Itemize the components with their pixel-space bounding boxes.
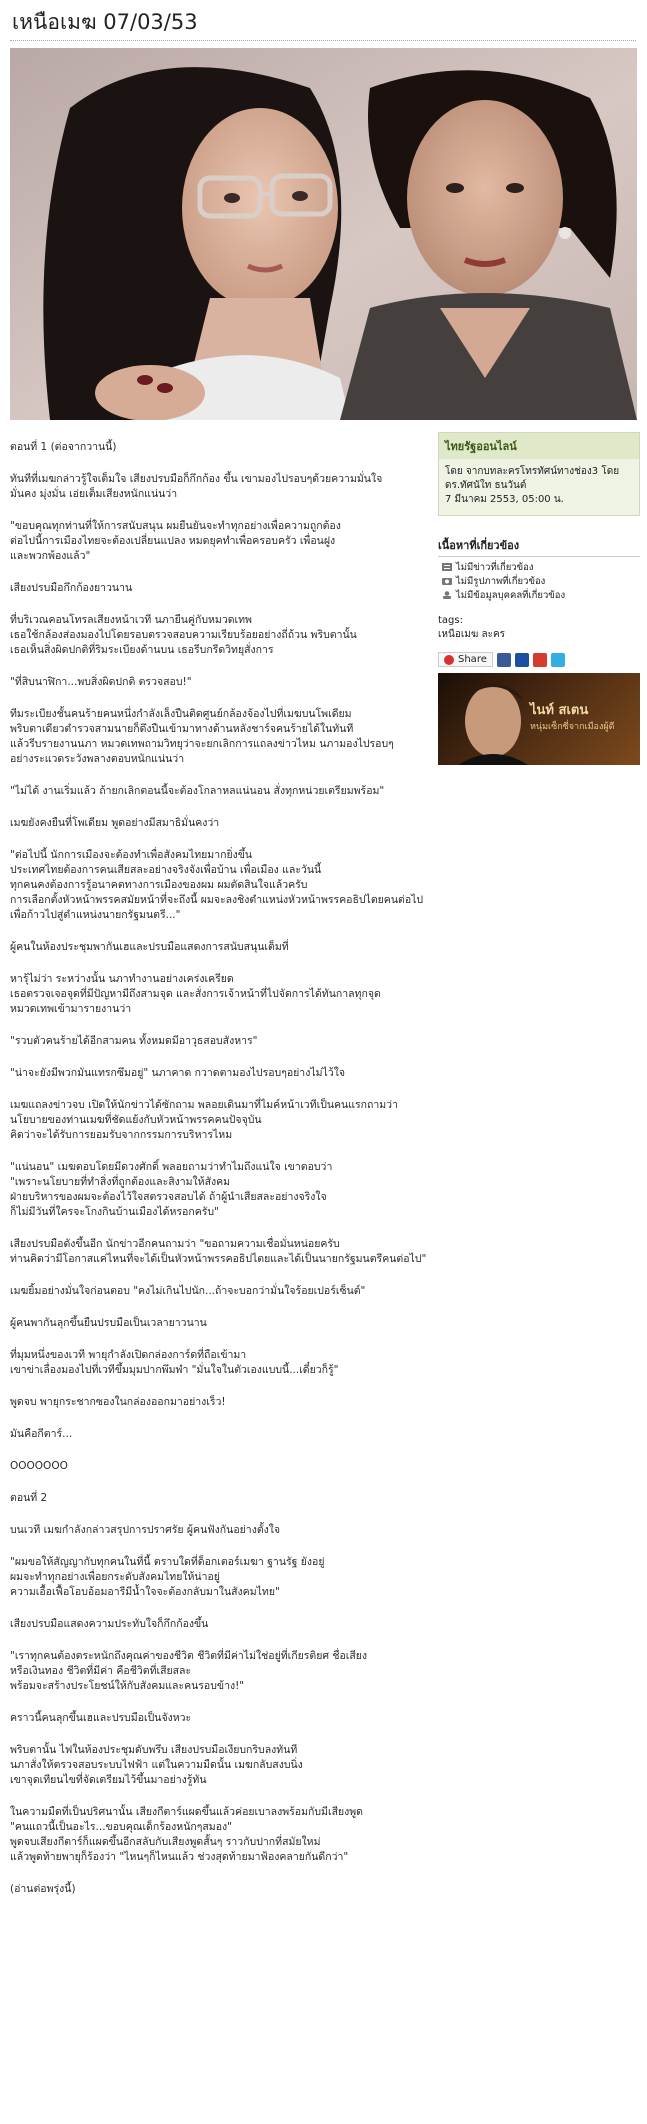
banner-subtitle: หนุ่มเซ็กซี่จากเมืองผู้ดี [530,722,615,732]
article-body [10,440,430,1914]
article-paragraph: ตอนที่ 2 [10,1492,48,1504]
article-paragraph: เมฆแถลงข่าวจบ เปิดให้นักข่าวได้ซักถาม พลอยเดินมาที่ไมค์หน้าเวทีเป็นคนแรกถามว่า นโยบายของท่านเมฆที่ชัดแย้งกับหัวหน้าพรรคคนปัจจุบัน คิดว่าจะได้รับการยอมรับจากกรรมการบริหารไหม [10,1099,398,1141]
article-paragraph: เมฆยังคงยืนที่โพเดียม พูดอย่างมีสมาธิมั่นคงว่า [10,817,220,829]
article-paragraph: หารุ้ไม่ว่า ระหว่างนั้น นภาทำงานอย่างเคร่งเครียด เธอตรวจเจอจุดที่มีปัญหามีถึงสามจุด และสั่งการเจ้าหน้าที่ไปจัดการได้ทันกาลทุกจุด หมวดเทพเข้ามารายงานว่า [10,973,381,1015]
article-paragraph: ตอนที่ 1 (ต่อจากวานนี้) [10,441,117,453]
myspace-icon[interactable] [515,653,529,667]
news-icon [442,563,452,571]
article-paragraph: "เราทุกคนต้องตระหนักถึงคุณค่าของชีวิต ชีวิตที่มีค่าไม่ใช่อยู่ที่เกียรติยศ ชื่อเสียง หรือเงินทอง ชีวิตที่มีค่า คือชีวิตที่เสียสละ พร้อมจะสร้างประโยชน์ให้กับสังคมและคนรอบข้าง!" [10,1650,368,1692]
article-paragraph: "ต่อไปนี้ นักการเมืองจะต้องทำเพื่อสังคมไทยมากยิ่งขึ้น ประเทศไทยต้องการคนเสียสละอย่างจริงจังเพื่อบ้าน เพื่อเมือง และวันนี้ ทุกคนคงต้องการรู้อนาคตทางการเมืองของผม ผมตัดสินใจแล้วครับ การเลือกตั้งหัวหน้าพรรคสมัยหน้าที่จะถึงนี้ ผมจะลงชิงตำแหน่งหัวหน้าพรรคอธิปไตยคนต่อไป เพื่อก้าวไปสู่ตำแหน่งนายกรัฐมนตรี..." [10,849,424,921]
article-paragraph: OOOOOOO [10,1460,68,1472]
related-people-label: ไม่มีข้อมูลบุคคลที่เกี่ยวข้อง [456,589,566,601]
camera-icon [442,577,452,585]
article-paragraph: คราวนี้คนลุกขึ้นเฮและปรบมือเป็นจังหวะ [10,1712,192,1724]
article-paragraph: เมฆยิ้มอย่างมั่นใจก่อนตอบ "คงไม่เกินไปนัก...ถ้าจะบอกว่ามั่นใจร้อยเปอร์เซ็นต์" [10,1285,366,1297]
tags-value[interactable]: เหนือเมฆ ละคร [438,629,506,640]
share-row [438,652,640,667]
twitter-icon[interactable] [551,653,565,667]
article-paragraph: "ผมขอให้สัญญากับทุกคนในที่นี้ ตราบใดที่ด็อกเตอร์เมฆา ฐานรัฐ ยังอยู่ ผมจะทำทุกอย่างเพื่อยกระดับสังคมไทยให้น่าอยู่ ความเอื้อเฟื้อโอบอ้อมอารีมีน้ำใจจะต้องกลับมาในสังคมไทย" [10,1556,325,1598]
related-title: เนื้อหาที่เกี่ยวข้อง [438,536,640,557]
article-paragraph: (อ่านต่อพรุ่งนี้) [10,1883,76,1895]
related-people[interactable] [438,588,640,602]
article-paragraph: เสียงปรบมือดังขึ้นอีก นักข่าวอีกคนถามว่า "ขอถามความเชื่อมั่นหน่อยครับ ท่านคิดว่ามีโอกาสแค่ไหนที่จะได้เป็นหัวหน้าพรรคอธิปไตยและได้เป็นนายกรัฐมนตรีคนต่อไป" [10,1238,427,1265]
article-paragraph: ทันทีที่เมฆกล่าวรู้ใจเต็มใจ เสียงปรบมือก็กึกก้อง ขึ้น เขามองไปรอบๆด้วยความมั่นใจ มั่นคง มุ่งมั่น เอ่ยเต็มเสียงหนักแน่นว่า [10,473,383,500]
related-images-label: ไม่มีรูปภาพที่เกี่ยวข้อง [456,575,546,587]
share-label: Share [458,654,487,665]
article-paragraph: พริบตานั้น ไฟในห้องประชุมดับพรึบ เสียงปรบมือเงียบกริบลงทันที นภาสั่งให้ตรวจสอบระบบไฟฟ้า แต่ในความมืดนั้น เมฆกลับสงบนิ่ง เขาจุดเทียนไขที่จัดเตรียมไว้ขึ้นมาอย่างรู้ทัน [10,1744,303,1786]
article-paragraph: ผู้คนพากันลุกขึ้นยืนปรบมือเป็นเวลายาวนาน [10,1317,207,1329]
article-paragraph: ทีมระเบียงชั้นคนร้ายคนหนึ่งกำลังเล็งปืนติดศูนย์กล้องจ้องไปที่เมฆบนโพเดียม พริบตาเดียวตำรวจสามนายก็ดึงปืนเข้ามาทางด้านหลังชาร์จคนร้ายได้ในทันที แล้วรีบรายงานนภา หมวดเทพถามวิทยุว่าจะยกเลิกการแถลงข่าวไหม นภามองไปรอบๆ อย่างระแวดระวังพลางตอบหนักแน่นว่า [10,708,394,765]
article-paragraph: พูดจบ พายุกระชากซองในกล่องออกมาอย่างเร็ว! [10,1396,226,1408]
article-paragraph: "แน่นอน" เมฆตอบโดยมีดวงศักดิ์ พลอยถามว่าทำไมถึงแน่ใจ เขาตอบว่า "เพราะนโยบายที่ทำสิ่งที่ถูกต้องและสิงามให้สังคม ฝ่ายบริหารของผมจะต้องไว้ใจสตรวจสอบได้ ถ้าผู้นำเสียสละอย่างจริงใจ ก็ไม่มีวันที่ใครจะโกงกินบ้านเมืองได้หรอกครับ" [10,1161,333,1218]
facebook-icon[interactable] [497,653,511,667]
article-paragraph: "รวบตัวคนร้ายได้อีกสามคน ทั้งหมดมีอาวุธสอบสังหาร" [10,1035,258,1047]
share-button[interactable] [438,652,493,667]
source-byline: โดย จากบทละครโทรทัศน์ทางช่อง3 โดย ดร.ทัศนัใท ธนวันต์ [445,466,620,491]
article-paragraph: ในความมืดที่เป็นปริศนานั้น เสียงกีตาร์แผดขึ้นแล้วค่อยเบาลงพร้อมกับมีเสียงพูด "คนแถวนี้เป็นอะไร...ขอบคุณเด็กร้องหนักๆสมอง" พูดจบเสียงกีตาร์ก็แผดขึ้นอีกสลับกับเสียงพูดสั้นๆ ราวกับปากที่สมัยใหม่ แล้วพูดท้ายพายุก็ร้องว่า "ไหนๆก็ไหนแล้ว ช่วงสุดท้ายมาฟ้องคลายกันดีกว่า" [10,1806,363,1863]
article-paragraph: ที่มุมหนึ่งของเวที พายุกำลังเปิดกล่องการ์ดที่ถือเข้ามา เขาข่าเลื่องมองไปที่เวทีขึ้มมุมปากพึมพำ "มั่นใจในตัวเองแบบนี้...เดี๋ยวก็รู้" [10,1349,339,1376]
article-paragraph: "ขอบคุณทุกท่านที่ให้การสนับสนุน ผมยืนยันจะทำทุกอย่างเพื่อความถูกต้อง ต่อไปนี้การเมืองไทยจะต้องเปลี่ยนแปลง หมดยุคทำเพื่อครอบครัว เพื่อนฝูง และพวกพ้องแล้ว" [10,520,341,562]
article-paragraph: เสียงปรบมือกึกก้องยาวนาน [10,582,133,594]
article-paragraph: มันคือกีตาร์... [10,1428,73,1440]
article-paragraph: เสียงปรบมือแสดงความประทับใจก็กึกก้องขึ้น [10,1618,209,1630]
banner-title: ไนท์ สเตน [530,703,589,718]
related-section [438,536,640,602]
related-news[interactable] [438,560,640,574]
article-paragraph: "น่าจะยังมีพวกมันแทรกซึมอยู่" นภาคาด กวาดตามองไปรอบๆอย่างไม่ไว้ใจ [10,1067,345,1079]
sidebar [438,432,640,765]
article-paragraph: "ที่สิบนาฬิกา...พบสิ่งผิดปกติ ตรวจสอบ!" [10,676,192,688]
article-paragraph: "ไม่ได้ งานเริ่มแล้ว ถ้ายกเลิกตอนนี้จะต้องโกลาหลแน่นอน สั่งทุกหน่วยเตรียมพร้อม" [10,785,385,797]
hero-image [10,48,637,420]
article-paragraph: บนเวที เมฆกำลังกล่าวสรุปการปราศรัย ผู้คนฟังกันอย่างตั้งใจ [10,1524,281,1536]
tags-section [438,614,640,642]
article-paragraph: ผู้คนในห้องประชุมพากันเฮและปรบมือแสดงการสนับสนุนเต็มที่ [10,941,289,953]
google-icon[interactable] [533,653,547,667]
article-paragraph: ที่บริเวณคอนโทรลเสียงหน้าเวที นภายืนคู่กับหมวดเทพ เธอใช้กล้องส่องมองไปโดยรอบตรวจสอบความเรียบร้อยอย่างถี่ถ้วน พริบตานั้น เธอเห็นสิ่งผิดปกติที่ริมระเบียงด้านบน เธอรีบกรีดวิทยุสั่งการ [10,614,357,656]
source-date: 7 มีนาคม 2553, 05:00 น. [445,494,564,505]
page-title: เหนือเมฆ 07/03/53 [12,10,198,34]
related-news-label: ไม่มีข่าวที่เกี่ยวข้อง [456,561,534,573]
share-icon [444,655,454,665]
title-divider [10,40,636,41]
related-images[interactable] [438,574,640,588]
source-box [438,432,640,516]
tags-label: tags: [438,615,463,626]
promo-banner[interactable] [438,673,640,765]
source-header[interactable]: ไทยรัฐออนไลน์ [439,433,639,459]
person-icon [442,591,452,599]
